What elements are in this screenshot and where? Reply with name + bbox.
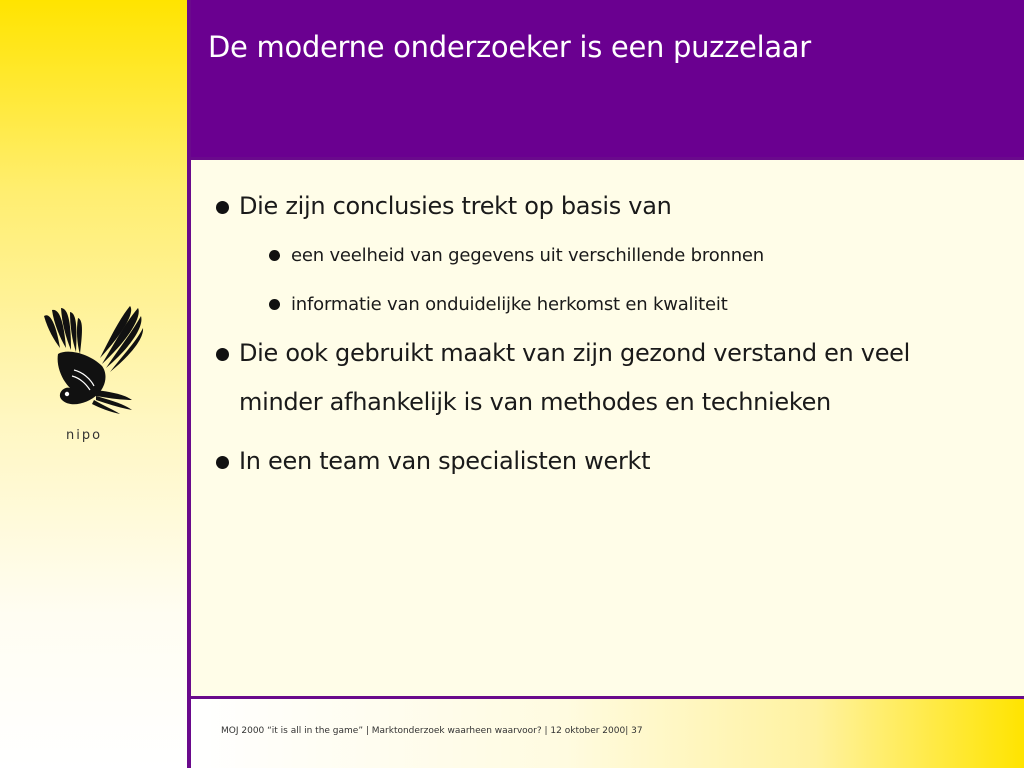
footer [191, 699, 1024, 768]
sub-bullet-item [213, 280, 993, 329]
bullet-dot-icon [269, 299, 280, 310]
bullet-dot-icon [269, 250, 280, 261]
bullet-text: Die ook gebruikt maakt van zijn gezond verstand en veel minder afhankelijk is van methodes en technieken [239, 339, 911, 416]
bird-logo-icon [40, 304, 146, 416]
footer-text: MOJ 2000 “it is all in the game” | Marktonderzoek waarheen waarvoor? | 12 oktober 2000| 37 [221, 726, 643, 736]
title-bar [191, 0, 1024, 157]
content-area [191, 157, 1024, 697]
sub-bullet-item [213, 231, 993, 280]
bullet-item [213, 182, 993, 231]
bullet-dot-icon [216, 201, 229, 214]
left-sidebar [0, 0, 189, 768]
bullet-dot-icon [216, 456, 229, 469]
bullet-dot-icon [216, 348, 229, 361]
bullet-item [213, 437, 993, 486]
slide-title: De moderne onderzoeker is een puzzelaar [208, 30, 811, 64]
sub-bullet-text: een veelheid van gegevens uit verschillende bronnen [291, 245, 765, 266]
bullet-text: In een team van specialisten werkt [239, 447, 651, 475]
sub-bullet-text: informatie van onduidelijke herkomst en kwaliteit [291, 294, 728, 315]
list-spacer [213, 427, 993, 437]
logo-text: nipo [65, 428, 103, 443]
bullet-list [213, 182, 993, 486]
bullet-item [213, 329, 993, 427]
bullet-text: Die zijn conclusies trekt op basis van [239, 192, 672, 220]
